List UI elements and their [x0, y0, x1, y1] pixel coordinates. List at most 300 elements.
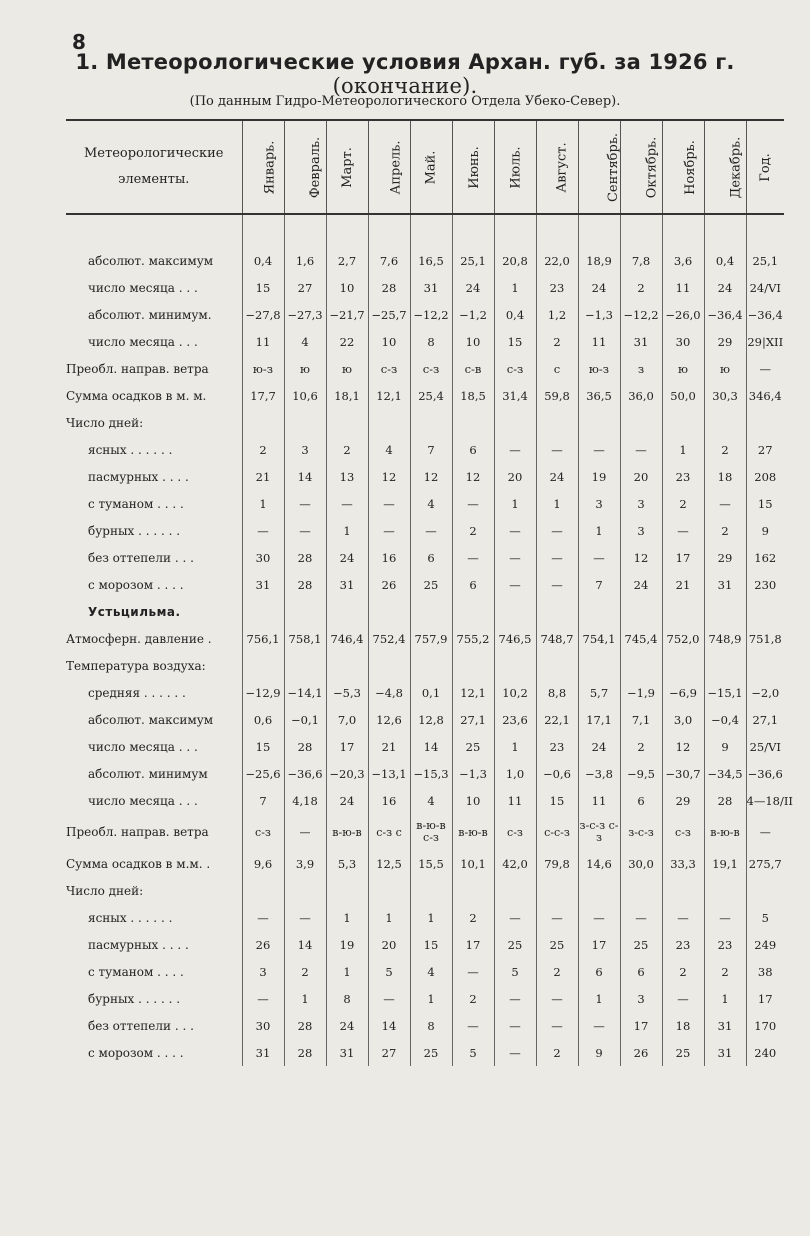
table-cell: 6 — [620, 787, 662, 814]
table-cell: −30,7 — [662, 760, 704, 787]
table-cell: 25,4 — [410, 382, 452, 409]
table-cell: 3 — [620, 490, 662, 517]
table-cell: 14,6 — [578, 850, 620, 877]
table-cell: 28 — [284, 1039, 326, 1066]
table-cell: 17,1 — [578, 706, 620, 733]
table-row — [66, 814, 784, 850]
table-cell: 12 — [662, 733, 704, 760]
table-cell: 26 — [620, 1039, 662, 1066]
table-cell — [452, 877, 494, 904]
row-label: с морозом . . . . — [88, 577, 184, 592]
table-cell: — — [494, 904, 536, 931]
table-row — [66, 931, 784, 958]
table-cell: 23 — [536, 274, 578, 301]
month-label: Июнь. — [466, 145, 482, 189]
table-cell: 5 — [494, 958, 536, 985]
table-cell: 12,1 — [368, 382, 410, 409]
table-cell: 756,1 — [242, 625, 284, 652]
table-cell: 11 — [578, 328, 620, 355]
table-cell: 11 — [662, 274, 704, 301]
table-cell: 18 — [662, 1012, 704, 1039]
table-cell: 50,0 — [662, 382, 704, 409]
table-cell — [284, 409, 326, 436]
table-cell: 10 — [452, 328, 494, 355]
table-cell: −36,6 — [284, 760, 326, 787]
table-cell: 28 — [704, 787, 746, 814]
table-cell: 24 — [326, 787, 368, 814]
table-cell: 746,4 — [326, 625, 368, 652]
table-cell: 4,18 — [284, 787, 326, 814]
table-cell — [326, 214, 368, 247]
table-cell — [368, 409, 410, 436]
table-cell: 3 — [578, 490, 620, 517]
table-cell — [536, 598, 578, 625]
cell-value: с-з — [255, 826, 271, 839]
table-cell: 8 — [410, 1012, 452, 1039]
header-label-cell — [66, 120, 242, 214]
table-row — [66, 733, 784, 760]
table-cell: 2 — [284, 958, 326, 985]
table-cell: 2 — [452, 517, 494, 544]
table-cell: 15,5 — [410, 850, 452, 877]
month-label: Апрель. — [388, 140, 403, 194]
table-cell: 25 — [452, 733, 494, 760]
table-cell: 5 — [746, 904, 784, 931]
table-cell — [620, 814, 662, 850]
table-cell — [452, 814, 494, 850]
table-cell: 25 — [494, 931, 536, 958]
table-cell: 0,4 — [242, 247, 284, 274]
table-cell — [746, 877, 784, 904]
row-label: бурных . . . . . . — [88, 523, 181, 538]
table-cell: 6 — [578, 958, 620, 985]
table-cell: 2 — [452, 904, 494, 931]
row-label: Преобл. направ. ветра — [66, 825, 209, 839]
table-cell: 4 — [284, 328, 326, 355]
table-cell: 42,0 — [494, 850, 536, 877]
table-cell: 0,4 — [704, 247, 746, 274]
table-row — [66, 787, 784, 814]
table-cell: 1 — [242, 490, 284, 517]
table-cell: 17 — [620, 1012, 662, 1039]
table-cell: 12,5 — [368, 850, 410, 877]
table-cell: 1 — [326, 904, 368, 931]
table-cell: 3 — [242, 958, 284, 985]
table-row — [66, 301, 784, 328]
table-row — [66, 679, 784, 706]
table-cell: 29 — [704, 328, 746, 355]
table-cell: 2 — [536, 328, 578, 355]
table-cell — [746, 652, 784, 679]
table-cell: — — [578, 904, 620, 931]
table-cell: 38 — [746, 958, 784, 985]
cell-value: — — [299, 826, 311, 839]
table-cell: 36,0 — [620, 382, 662, 409]
table-cell: −36,4 — [746, 301, 784, 328]
table-cell: 23 — [704, 931, 746, 958]
table-cell: 19,1 — [704, 850, 746, 877]
table-cell: — — [494, 571, 536, 598]
row-label: без оттепели . . . — [88, 550, 194, 565]
table-cell: 2 — [662, 490, 704, 517]
table-cell — [704, 214, 746, 247]
table-cell: — — [536, 517, 578, 544]
table-cell: −9,5 — [620, 760, 662, 787]
table-cell: 79,8 — [536, 850, 578, 877]
table-cell: ю — [662, 355, 704, 382]
table-cell — [704, 409, 746, 436]
table-cell: 29 — [662, 787, 704, 814]
table-cell: 21 — [662, 571, 704, 598]
row-label: ясных . . . . . . — [88, 442, 173, 457]
header-month — [284, 120, 326, 214]
table-cell: 3 — [620, 517, 662, 544]
table-cell — [620, 598, 662, 625]
table-cell: 0,4 — [494, 301, 536, 328]
row-label: с морозом . . . . — [88, 1045, 184, 1060]
table-cell: 27 — [284, 274, 326, 301]
cell-value: в-ю-в — [710, 826, 740, 839]
table-row — [66, 958, 784, 985]
table-cell — [746, 814, 784, 850]
cell-value: с-з — [507, 826, 523, 839]
row-label: пасмурных . . . . — [88, 469, 189, 484]
table-cell: 27 — [368, 1039, 410, 1066]
table-cell: 746,5 — [494, 625, 536, 652]
row-label: средняя . . . . . . — [88, 685, 186, 700]
header-label: Метеорологические элементы. — [84, 146, 224, 187]
table-cell: −12,9 — [242, 679, 284, 706]
table-cell: 31 — [242, 571, 284, 598]
table-cell: 1 — [368, 904, 410, 931]
table-cell: 17 — [326, 733, 368, 760]
table-cell — [620, 409, 662, 436]
header-month — [662, 120, 704, 214]
table-cell: — — [662, 517, 704, 544]
table-cell: 275,7 — [746, 850, 784, 877]
table-cell — [662, 598, 704, 625]
table-cell — [662, 409, 704, 436]
table-cell: 346,4 — [746, 382, 784, 409]
table-cell: ю — [704, 355, 746, 382]
header-month — [704, 120, 746, 214]
table-cell — [578, 652, 620, 679]
table-cell: 15 — [746, 490, 784, 517]
table-cell: 8 — [326, 985, 368, 1012]
table-cell — [578, 877, 620, 904]
table-cell: с — [536, 355, 578, 382]
table-cell — [410, 877, 452, 904]
table-cell: 27 — [746, 436, 784, 463]
table-cell: 19 — [578, 463, 620, 490]
table-cell: 14 — [284, 463, 326, 490]
table-cell: 745,4 — [620, 625, 662, 652]
table-cell: 10,1 — [452, 850, 494, 877]
table-cell: 1 — [578, 517, 620, 544]
cell-value: — — [759, 826, 771, 839]
table-row — [66, 328, 784, 355]
table-cell — [578, 814, 620, 850]
table-cell: −1,2 — [452, 301, 494, 328]
table-cell: 1 — [326, 517, 368, 544]
table-cell — [410, 814, 452, 850]
table-cell: −12,2 — [620, 301, 662, 328]
table-cell: — — [494, 985, 536, 1012]
table-cell: 4 — [410, 958, 452, 985]
table-cell: 12 — [620, 544, 662, 571]
table-cell: 25 — [620, 931, 662, 958]
table-cell: 1 — [284, 985, 326, 1012]
month-label: Февраль. — [307, 136, 323, 198]
month-label: Октябрь. — [643, 136, 659, 198]
table-cell: 15 — [242, 733, 284, 760]
table-cell: 16 — [368, 787, 410, 814]
title-continuation: (окончание). — [332, 74, 478, 98]
table-cell: 1 — [704, 985, 746, 1012]
table-cell: 1 — [410, 985, 452, 1012]
table-cell — [368, 652, 410, 679]
table-row — [66, 463, 784, 490]
row-label: Сумма осадков в м.м. . — [66, 856, 211, 871]
header-month — [410, 120, 452, 214]
table-cell: 27,1 — [452, 706, 494, 733]
cell-value: з-с-з с-з — [579, 819, 619, 844]
month-label: Ноябрь. — [682, 139, 698, 195]
table-cell: 31 — [326, 571, 368, 598]
table-cell: −4,8 — [368, 679, 410, 706]
table-cell: 14 — [410, 733, 452, 760]
table-cell: 12,8 — [410, 706, 452, 733]
table-cell: 25/VI — [746, 733, 784, 760]
row-label: абсолют. максимум — [88, 253, 214, 268]
table-cell: — — [578, 544, 620, 571]
header-month — [578, 120, 620, 214]
table-cell: 30 — [242, 544, 284, 571]
table-cell: 2 — [620, 274, 662, 301]
table-cell: 5 — [452, 1039, 494, 1066]
table-cell: 7,6 — [368, 247, 410, 274]
table-cell: — — [410, 517, 452, 544]
table-cell: 7,0 — [326, 706, 368, 733]
table-cell — [326, 598, 368, 625]
table-cell: 29|XII — [746, 328, 784, 355]
table-row — [66, 517, 784, 544]
table-cell: — — [452, 544, 494, 571]
table-cell — [410, 598, 452, 625]
table-cell: −34,5 — [704, 760, 746, 787]
table-cell — [704, 652, 746, 679]
table-cell — [284, 877, 326, 904]
table-cell: 59,8 — [536, 382, 578, 409]
table-cell: 25 — [662, 1039, 704, 1066]
table-cell: — — [494, 517, 536, 544]
table-cell: −0,6 — [536, 760, 578, 787]
table-cell: — — [536, 985, 578, 1012]
table-cell: 7,8 — [620, 247, 662, 274]
table-cell: 31 — [704, 1039, 746, 1066]
table-cell — [746, 598, 784, 625]
table-cell: 748,9 — [704, 625, 746, 652]
table-cell: 5,3 — [326, 850, 368, 877]
table-cell: ю-з — [242, 355, 284, 382]
table-cell — [662, 877, 704, 904]
table-cell: 9 — [704, 733, 746, 760]
row-label: Сумма осадков в м. м. — [66, 388, 207, 403]
table-cell: 3,9 — [284, 850, 326, 877]
table-cell: 1,6 — [284, 247, 326, 274]
table-cell: −13,1 — [368, 760, 410, 787]
table-cell — [494, 652, 536, 679]
table-row — [66, 652, 784, 679]
table-cell: — — [494, 1039, 536, 1066]
table-cell: 25 — [410, 571, 452, 598]
table-cell — [368, 877, 410, 904]
table-cell: 748,7 — [536, 625, 578, 652]
table-cell: −1,9 — [620, 679, 662, 706]
table-cell — [494, 814, 536, 850]
row-label: Преобл. направ. ветра — [66, 361, 209, 376]
table-cell — [452, 214, 494, 247]
table-cell: — — [536, 571, 578, 598]
table-cell: 15 — [410, 931, 452, 958]
table-cell: — — [536, 904, 578, 931]
row-label: Число дней: — [66, 415, 144, 430]
table-cell: с-з — [368, 355, 410, 382]
table-cell: 10 — [368, 328, 410, 355]
table-cell: 22,1 — [536, 706, 578, 733]
table-cell: 751,8 — [746, 625, 784, 652]
table-cell: 240 — [746, 1039, 784, 1066]
row-label: число месяца . . . — [88, 793, 198, 808]
table-cell: 1 — [326, 958, 368, 985]
month-label: Март. — [339, 146, 355, 188]
table-cell — [242, 652, 284, 679]
table-cell: 10,2 — [494, 679, 536, 706]
table-cell: 9 — [578, 1039, 620, 1066]
cell-value: с-с-з — [544, 826, 570, 839]
table-cell: 2 — [620, 733, 662, 760]
table-cell: −14,1 — [284, 679, 326, 706]
row-label: с туманом . . . . — [88, 496, 184, 511]
table-cell: 11 — [494, 787, 536, 814]
table-cell — [536, 409, 578, 436]
table-cell — [704, 598, 746, 625]
table-cell: 24 — [578, 733, 620, 760]
table-row — [66, 571, 784, 598]
cell-value: в-ю-в с-з — [416, 819, 446, 844]
table-cell — [284, 814, 326, 850]
table-cell: 15 — [536, 787, 578, 814]
row-label: ясных . . . . . . — [88, 910, 173, 925]
table-cell: 162 — [746, 544, 784, 571]
table-row — [66, 274, 784, 301]
table-cell: 0,1 — [410, 679, 452, 706]
table-cell: — — [662, 904, 704, 931]
table-cell: 23 — [662, 463, 704, 490]
table-cell: 18 — [704, 463, 746, 490]
table-row — [66, 598, 784, 625]
table-cell: 13 — [326, 463, 368, 490]
table-cell: 17 — [746, 985, 784, 1012]
table-cell: — — [536, 544, 578, 571]
table-cell: 21 — [368, 733, 410, 760]
cell-value: с-з — [675, 826, 691, 839]
row-label: без оттепели . . . — [88, 1018, 194, 1033]
table-cell: 23 — [662, 931, 704, 958]
table-cell: 18,9 — [578, 247, 620, 274]
table-cell — [578, 409, 620, 436]
table-cell: — — [368, 490, 410, 517]
table-cell: 10 — [452, 787, 494, 814]
table-row — [66, 1039, 784, 1066]
table-cell: 2 — [704, 517, 746, 544]
table-cell: 18,5 — [452, 382, 494, 409]
table-cell: ю — [326, 355, 368, 382]
table-cell: 28 — [284, 571, 326, 598]
table-cell — [452, 598, 494, 625]
table-cell: 28 — [284, 544, 326, 571]
table-cell: −5,3 — [326, 679, 368, 706]
table-cell: — — [242, 985, 284, 1012]
table-cell: 9,6 — [242, 850, 284, 877]
table-cell: 752,4 — [368, 625, 410, 652]
page-number: 8 — [72, 30, 86, 54]
month-label: Июль. — [508, 145, 524, 189]
table-cell: −12,2 — [410, 301, 452, 328]
table-cell: 31 — [704, 1012, 746, 1039]
table-cell: 11 — [242, 328, 284, 355]
table-cell: 20 — [368, 931, 410, 958]
table-cell: 755,2 — [452, 625, 494, 652]
table-cell — [536, 652, 578, 679]
table-cell — [494, 877, 536, 904]
table-cell — [704, 814, 746, 850]
table-cell: 5,7 — [578, 679, 620, 706]
table-cell: 24 — [704, 274, 746, 301]
table-cell: −36,6 — [746, 760, 784, 787]
table-cell: −0,1 — [284, 706, 326, 733]
table-cell: −27,8 — [242, 301, 284, 328]
table-cell: −15,1 — [704, 679, 746, 706]
table-cell: 25 — [410, 1039, 452, 1066]
table-cell: −25,7 — [368, 301, 410, 328]
table-cell: 1 — [494, 274, 536, 301]
table-cell: — — [620, 904, 662, 931]
table-cell: 1,2 — [536, 301, 578, 328]
row-label: Устьцильма. — [88, 604, 181, 619]
table-cell: 22 — [326, 328, 368, 355]
table-cell — [578, 598, 620, 625]
table-row — [66, 985, 784, 1012]
table-cell: — — [704, 490, 746, 517]
table-cell: 5 — [368, 958, 410, 985]
table-cell — [620, 214, 662, 247]
table-cell: 15 — [242, 274, 284, 301]
table-cell — [410, 652, 452, 679]
table-cell: 1,0 — [494, 760, 536, 787]
table-cell: 208 — [746, 463, 784, 490]
table-cell — [494, 214, 536, 247]
table-cell: 4—18/II — [746, 787, 784, 814]
table-cell: 20 — [620, 463, 662, 490]
table-cell — [410, 214, 452, 247]
table-cell: 24 — [452, 274, 494, 301]
table-cell: 21 — [242, 463, 284, 490]
table-row — [66, 877, 784, 904]
table-cell: 14 — [368, 1012, 410, 1039]
header-row — [66, 120, 784, 214]
month-label: Май. — [423, 150, 439, 184]
